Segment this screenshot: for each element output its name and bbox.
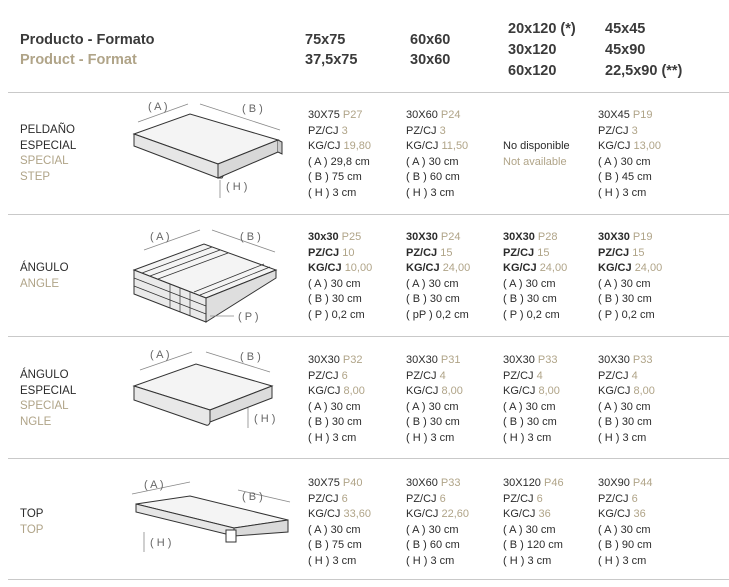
cell-text: ( H ) 3 cm [308, 431, 357, 444]
cell-text: P44 [632, 477, 653, 489]
cell-text: KG/CJ [503, 262, 537, 274]
cell-text: KG/CJ [308, 508, 341, 520]
cell-text: KG/CJ [598, 385, 631, 397]
cell-line [308, 353, 365, 369]
cell-text: ( H ) 3 cm [406, 431, 455, 444]
cell-line [308, 384, 365, 400]
cell-text: 30X30 [406, 231, 438, 243]
cell-text: ( A ) 30 cm [308, 277, 361, 290]
cell-text: KG/CJ [406, 262, 440, 274]
cell-text: 13,00 [633, 140, 661, 152]
cell-top-col3 [503, 476, 564, 569]
cell-line [503, 369, 560, 385]
dim-label-h: ( H ) [150, 537, 172, 549]
header-col4-format-1: 45x45 [605, 21, 646, 37]
cell-text: 30X30 [598, 231, 630, 243]
cell-line [406, 230, 470, 246]
cell-text: ( A ) 30 cm [598, 523, 651, 536]
cell-line [598, 353, 655, 369]
label-en: TOP [20, 523, 44, 536]
cell-text: KG/CJ [503, 508, 536, 520]
cell-text: ( B ) 120 cm [503, 539, 563, 551]
cell-line [406, 507, 469, 523]
cell-text: PZ/CJ [406, 124, 437, 137]
not-available-es: No disponible [503, 140, 570, 152]
cell-text: 6 [439, 492, 446, 505]
cell-line [503, 384, 560, 400]
header-col2-format-2: 30x60 [410, 52, 451, 68]
cell-line [503, 507, 564, 523]
cell-text: 4 [536, 369, 543, 382]
cell-text: ( A ) 30 cm [503, 400, 556, 413]
cell-text: 30x30 [308, 231, 339, 243]
cell-angle-col4 [598, 230, 662, 323]
cell-line [406, 246, 470, 262]
divider [8, 214, 729, 215]
cell-text: 3 [439, 124, 446, 137]
dim-label-a: ( A ) [150, 231, 170, 243]
cell-angle-col3 [503, 230, 567, 323]
cell-text: 30X60 [406, 109, 438, 121]
cell-text: KG/CJ [406, 385, 439, 397]
cell-text: PZ/CJ [503, 492, 534, 505]
angle-drawing [130, 222, 300, 332]
cell-text: P33 [440, 477, 461, 489]
cell-line [406, 369, 463, 385]
cell-line [598, 230, 662, 246]
cell-text: KG/CJ [598, 508, 631, 520]
header-col2-format-1: 60x60 [410, 32, 451, 48]
cell-text: 30X30 [503, 231, 535, 243]
cell-line [308, 139, 371, 155]
cell-text: ( P ) 0,2 cm [503, 308, 560, 321]
cell-angle-col2 [406, 230, 470, 323]
cell-text: ( B ) 30 cm [503, 416, 557, 428]
top-drawing [130, 470, 300, 575]
cell-text: ( P ) 0,2 cm [308, 308, 365, 321]
cell-line [308, 507, 371, 523]
cell-angle-col1 [308, 230, 372, 323]
cell-text: PZ/CJ [406, 246, 438, 259]
cell-text: ( B ) 30 cm [598, 416, 652, 428]
label-en: ANGLE [20, 277, 59, 290]
cell-text: KG/CJ [503, 385, 536, 397]
row-label-top [20, 507, 43, 538]
cell-text: KG/CJ [406, 140, 439, 152]
cell-top-col4 [598, 476, 652, 569]
cell-line [406, 492, 469, 508]
label-en: STEP [20, 170, 51, 183]
cell-line [308, 492, 371, 508]
cell-text: 30X30 [308, 354, 340, 366]
cell-line [406, 384, 463, 400]
cell-text: PZ/CJ [503, 246, 535, 259]
special-step-drawing [130, 98, 300, 208]
cell-text: 15 [632, 246, 645, 259]
header-product-es: Producto - Formato [20, 32, 155, 48]
cell-text: KG/CJ [598, 140, 631, 152]
cell-text: 36 [633, 508, 646, 520]
row-label-special-angle [20, 368, 76, 430]
cell-text: 6 [341, 492, 348, 505]
cell-text: PZ/CJ [406, 369, 437, 382]
cell-text: 30X75 [308, 109, 340, 121]
cell-special-angle-col4 [598, 353, 655, 446]
cell-text: ( H ) 3 cm [598, 431, 647, 444]
cell-text: 11,50 [441, 140, 469, 152]
header-col4-format-3: 22,5x90 (**) [605, 63, 683, 79]
cell-special-angle-col3 [503, 353, 560, 446]
dim-label-b: ( B ) [242, 491, 263, 503]
header-col4-format-2: 45x90 [605, 42, 646, 58]
cell-text: 4 [439, 369, 446, 382]
cell-text: ( A ) 30 cm [406, 155, 459, 168]
cell-text: P19 [632, 231, 653, 243]
cell-special-step-col4 [598, 108, 661, 201]
dim-label-p: ( P ) [238, 311, 259, 323]
cell-text: ( B ) 30 cm [406, 416, 460, 428]
header-col3-format-3: 60x120 [508, 63, 557, 79]
cell-line [308, 369, 365, 385]
cell-text: ( B ) 60 cm [406, 539, 460, 551]
cell-text: 15 [440, 246, 453, 259]
cell-text: 10,00 [344, 262, 373, 274]
cell-line [598, 139, 661, 155]
cell-line [406, 476, 469, 492]
cell-text: ( A ) 30 cm [503, 523, 556, 536]
cell-text: 24,00 [634, 262, 663, 274]
cell-text: P31 [440, 354, 461, 366]
cell-line [598, 108, 661, 124]
cell-line [598, 124, 661, 140]
cell-text: PZ/CJ [308, 246, 340, 259]
dim-label-b: ( B ) [240, 351, 261, 363]
cell-text: ( H ) 3 cm [598, 186, 647, 199]
row-label-special-step [20, 123, 76, 185]
cell-text: ( H ) 3 cm [308, 554, 357, 567]
cell-text: P33 [632, 354, 653, 366]
cell-text: 30X75 [308, 477, 340, 489]
dim-label-a: ( A ) [144, 479, 164, 491]
cell-text: 30X45 [598, 109, 630, 121]
dim-label-a: ( A ) [148, 101, 168, 113]
cell-text: P28 [537, 231, 558, 243]
header-col3-format-1: 20x120 (*) [508, 21, 576, 37]
cell-text: 30X90 [598, 477, 630, 489]
header-product-en: Product - Format [20, 52, 137, 68]
label-es: ESPECIAL [20, 139, 77, 152]
cell-text: 4 [631, 369, 638, 382]
cell-text: P32 [342, 354, 363, 366]
cell-line [503, 261, 567, 277]
cell-text: PZ/CJ [598, 246, 630, 259]
cell-special-angle-col1 [308, 353, 365, 446]
cell-text: 24,00 [539, 262, 568, 274]
cell-text: ( A ) 30 cm [308, 400, 361, 413]
cell-top-col2 [406, 476, 469, 569]
cell-text: PZ/CJ [503, 369, 534, 382]
label-en: NGLE [20, 415, 52, 428]
cell-text: 30X120 [503, 477, 541, 489]
cell-line [308, 476, 371, 492]
cell-text: 30X30 [503, 354, 535, 366]
cell-top-col1 [308, 476, 371, 569]
label-es: PELDAÑO [20, 124, 75, 136]
cell-line [308, 230, 372, 246]
cell-text: KG/CJ [308, 385, 341, 397]
cell-text: 3 [341, 124, 348, 137]
cell-line [406, 139, 468, 155]
cell-line [503, 230, 567, 246]
cell-text: ( B ) 30 cm [308, 416, 362, 428]
cell-text: PZ/CJ [308, 369, 339, 382]
cell-line [406, 124, 468, 140]
label-es: ÁNGULO [20, 369, 69, 381]
cell-text: 10 [342, 246, 355, 259]
cell-text: KG/CJ [598, 262, 632, 274]
cell-line [598, 476, 652, 492]
not-available-en: Not available [503, 155, 567, 168]
cell-line [503, 246, 567, 262]
cell-text: ( A ) 30 cm [598, 277, 651, 290]
cell-line [598, 507, 652, 523]
cell-text: P46 [544, 477, 564, 489]
cell-text: ( H ) 3 cm [406, 554, 455, 567]
cell-text: 6 [631, 492, 638, 505]
cell-text: P19 [632, 109, 653, 121]
cell-text: ( H ) 3 cm [503, 431, 552, 444]
cell-line [406, 261, 470, 277]
cell-text: ( pP ) 0,2 cm [406, 308, 469, 321]
label-es: ÁNGULO [20, 262, 69, 274]
label-es: TOP [20, 508, 44, 520]
cell-text: ( A ) 30 cm [598, 400, 651, 413]
cell-text: PZ/CJ [308, 492, 339, 505]
cell-text: ( P ) 0,2 cm [598, 308, 655, 321]
header-col1-format-2: 37,5x75 [305, 52, 358, 68]
cell-text: ( B ) 60 cm [406, 171, 460, 183]
cell-text: PZ/CJ [308, 124, 339, 137]
cell-text: PZ/CJ [598, 492, 629, 505]
cell-line [598, 246, 662, 262]
cell-text: ( H ) 3 cm [308, 186, 357, 199]
cell-text: 30X30 [406, 354, 438, 366]
cell-special-angle-col2 [406, 353, 463, 446]
cell-line [406, 353, 463, 369]
cell-text: ( B ) 30 cm [406, 293, 460, 305]
cell-line [308, 261, 372, 277]
cell-line [503, 476, 564, 492]
dim-label-a: ( A ) [150, 349, 170, 361]
divider [8, 336, 729, 337]
cell-text: ( A ) 30 cm [598, 155, 651, 168]
divider [8, 92, 729, 93]
cell-text: ( H ) 3 cm [503, 554, 552, 567]
dim-label-h: ( H ) [226, 181, 248, 193]
cell-special-step-col2 [406, 108, 468, 201]
cell-text: 33,60 [343, 508, 371, 520]
cell-text: ( A ) 30 cm [308, 523, 361, 536]
header-col3-format-2: 30x120 [508, 42, 557, 58]
cell-text: 22,60 [441, 508, 469, 520]
cell-text: ( B ) 30 cm [598, 293, 652, 305]
label-en: SPECIAL [20, 400, 69, 412]
cell-text: ( B ) 45 cm [598, 171, 652, 183]
cell-text: ( B ) 75 cm [308, 539, 362, 551]
cell-line [308, 108, 371, 124]
cell-text: P27 [342, 109, 363, 121]
dim-label-b: ( B ) [240, 231, 261, 243]
divider [8, 458, 729, 459]
cell-special-step-col3 [503, 139, 570, 170]
cell-text: 30X60 [406, 477, 438, 489]
cell-text: ( B ) 30 cm [308, 293, 362, 305]
cell-text: ( B ) 75 cm [308, 171, 362, 183]
cell-text: 8,00 [633, 385, 655, 397]
cell-line [503, 492, 564, 508]
cell-text: KG/CJ [406, 508, 439, 520]
cell-text: KG/CJ [308, 262, 342, 274]
cell-text: ( A ) 29,8 cm [308, 155, 370, 168]
cell-text: 19,80 [343, 140, 371, 152]
cell-line [598, 261, 662, 277]
cell-text: PZ/CJ [598, 124, 629, 137]
dim-label-h: ( H ) [254, 413, 276, 425]
cell-line [598, 492, 652, 508]
row-label-angle [20, 261, 69, 292]
cell-text: P24 [440, 231, 461, 243]
cell-line [308, 246, 372, 262]
cell-special-step-col1 [308, 108, 371, 201]
cell-text: ( A ) 30 cm [503, 277, 556, 290]
cell-text: P40 [342, 477, 363, 489]
cell-text: P25 [341, 231, 362, 243]
cell-text: 30X30 [598, 354, 630, 366]
cell-text: ( H ) 3 cm [598, 554, 647, 567]
cell-text: 8,00 [441, 385, 463, 397]
label-en: SPECIAL [20, 155, 69, 167]
cell-line [308, 124, 371, 140]
cell-text: ( A ) 30 cm [406, 400, 459, 413]
header-col1-format-1: 75x75 [305, 32, 346, 48]
label-es: ESPECIAL [20, 384, 77, 397]
cell-line [598, 384, 655, 400]
cell-line [406, 108, 468, 124]
cell-text: ( H ) 3 cm [406, 186, 455, 199]
cell-text: 24,00 [442, 262, 471, 274]
cell-text: 8,00 [343, 385, 365, 397]
cell-text: PZ/CJ [598, 369, 629, 382]
cell-text: 6 [536, 492, 543, 505]
cell-text: 15 [537, 246, 550, 259]
cell-text: ( A ) 30 cm [406, 277, 459, 290]
special-angle-drawing [130, 344, 300, 454]
cell-line [598, 369, 655, 385]
cell-text: 8,00 [538, 385, 560, 397]
cell-text: PZ/CJ [406, 492, 437, 505]
cell-text: KG/CJ [308, 140, 341, 152]
cell-text: ( B ) 90 cm [598, 539, 652, 551]
cell-text: 6 [341, 369, 348, 382]
cell-text: 36 [538, 508, 551, 520]
cell-text: P24 [440, 109, 461, 121]
cell-text: 3 [631, 124, 638, 137]
dim-label-b: ( B ) [242, 103, 263, 115]
cell-text: ( B ) 30 cm [503, 293, 557, 305]
cell-text: P33 [537, 354, 558, 366]
cell-text: ( A ) 30 cm [406, 523, 459, 536]
divider [8, 579, 729, 580]
cell-line [503, 353, 560, 369]
